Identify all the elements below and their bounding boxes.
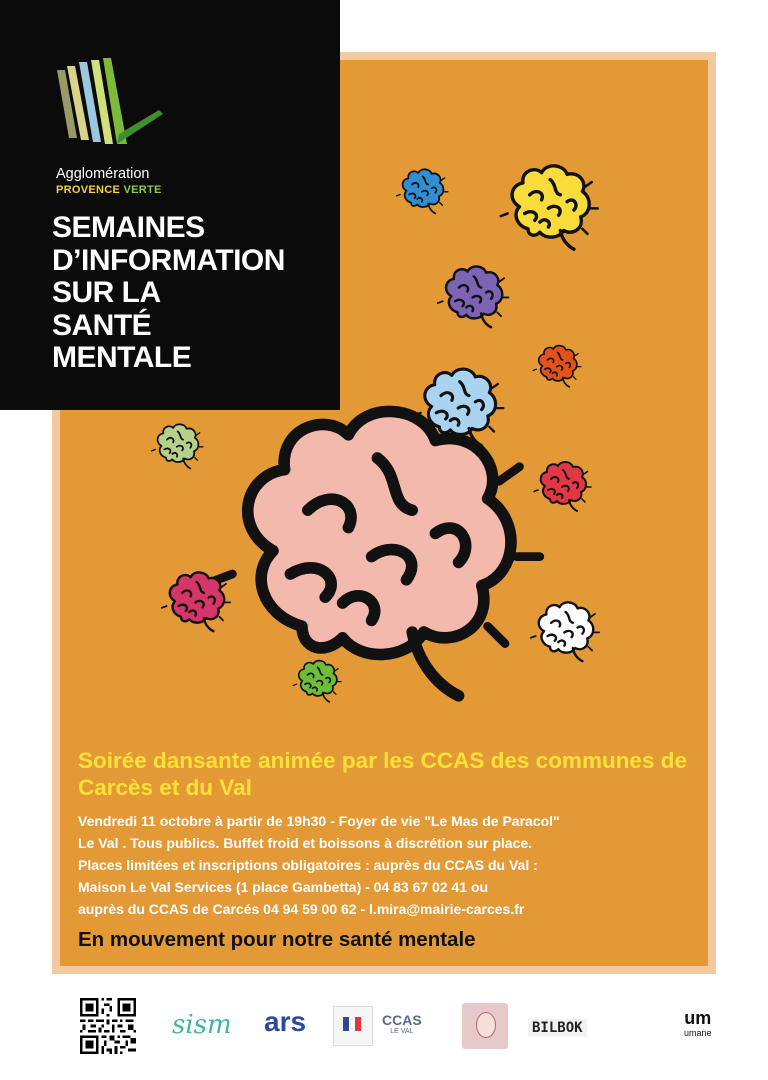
sism-logo-text: sism: [172, 1010, 232, 1040]
event-detail-line: Places limitées et inscriptions obligatoires : auprès du CCAS du Val :: [78, 857, 538, 873]
bilbok-logo-text: BILBOK: [528, 1019, 587, 1037]
brain-sage-green: [152, 424, 203, 468]
umane-logo-mark: um: [684, 1008, 712, 1028]
brain-yellow: [501, 166, 598, 249]
title-line: SEMAINES: [52, 211, 205, 244]
sism-logo[interactable]: [172, 1010, 232, 1040]
title-line: SANTÉ: [52, 308, 152, 342]
brain-orange-red: [533, 346, 581, 387]
event-detail-line: Vendredi 11 octobre à partir de 19h30 - Foyer de vie "Le Mas de Paracol": [78, 813, 560, 829]
ars-logo-text: ars: [264, 1006, 307, 1037]
organization-subtitle: [56, 184, 162, 196]
brain-purple: [438, 266, 509, 327]
bilbok-logo[interactable]: [528, 1017, 587, 1036]
ccas-logo-subtext: LE VAL: [390, 1028, 414, 1035]
organization-name: Agglomération: [56, 166, 150, 182]
event-details: [78, 810, 708, 920]
ccas-le-val-logo[interactable]: [382, 1012, 422, 1035]
brain-red: [534, 462, 591, 511]
ccas-logo-text: CCAS: [382, 1012, 422, 1028]
title-line: MENTALE: [52, 341, 192, 374]
qr-code[interactable]: [80, 998, 136, 1054]
event-headline: Soirée dansante animée par les CCAS des communes de Carcès et du Val: [78, 748, 687, 800]
brain-pink-large: [209, 411, 540, 695]
brain-magenta: [162, 572, 230, 631]
organization-subtitle-part2: VERTE: [123, 184, 162, 196]
umane-logo-text: umane: [684, 1028, 712, 1038]
title-line: D’INFORMATION: [52, 243, 285, 277]
umane-logo[interactable]: [684, 1008, 712, 1038]
event-detail-line: Le Val . Tous publics. Buffet froid et boissons à discrétion sur place.: [78, 835, 533, 851]
poster-title: [52, 212, 337, 375]
rouge-dame-face-icon: [476, 1012, 496, 1038]
agglomeration-logo-mark: [55, 58, 165, 148]
republique-francaise-logo[interactable]: [333, 1006, 373, 1046]
event-detail-line: auprès du CCAS de Carcés 04 94 59 00 62 - l.mira@mairie-carces.fr: [78, 901, 525, 917]
brain-white: [531, 602, 599, 661]
brain-green: [293, 661, 341, 702]
event-detail-line: Maison Le Val Services (1 place Gambetta) - 04 83 67 02 41 ou: [78, 879, 489, 895]
event-slogan: En mouvement pour notre santé mentale: [78, 928, 476, 951]
ars-logo[interactable]: [264, 1006, 306, 1038]
rouge-dame-logo[interactable]: [462, 1003, 508, 1049]
title-line: SUR LA: [52, 276, 161, 309]
organization-subtitle-part1: PROVENCE: [56, 184, 121, 196]
marianne-icon: [343, 1017, 361, 1031]
brain-blue-small: [397, 169, 448, 213]
